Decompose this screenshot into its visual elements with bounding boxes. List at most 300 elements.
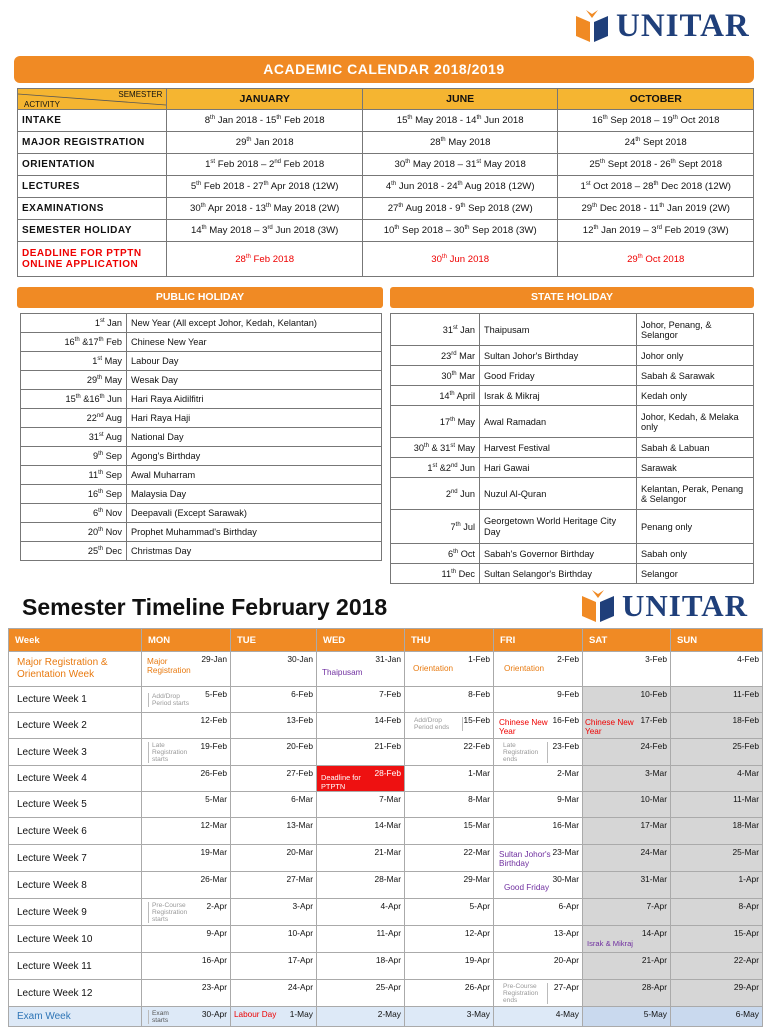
- day-cell: [405, 766, 494, 792]
- day-cell: [583, 926, 671, 953]
- day-date: 28-Mar: [374, 874, 401, 884]
- day-cell: [494, 739, 583, 766]
- holiday-row: [391, 366, 754, 386]
- day-date: 18-Apr: [375, 955, 401, 965]
- week-label: Exam Week: [9, 1007, 142, 1027]
- event-good-friday: Good Friday: [504, 883, 550, 892]
- day-date: 9-Feb: [557, 689, 579, 699]
- cell: 24th Sept 2018: [558, 132, 754, 154]
- week-label: Lecture Week 11: [9, 953, 142, 980]
- corner-activity: ACTIVITY: [24, 100, 61, 109]
- event-chinese-new-year: Chinese New Year: [499, 718, 548, 736]
- day-cell: [231, 818, 317, 845]
- row-intake: [18, 110, 754, 132]
- event-sultan-johor: Sultan Johor's Birthday: [499, 850, 551, 868]
- public-holiday-title: [17, 287, 383, 308]
- holiday-state: Johor only: [637, 346, 754, 366]
- day-cell: [671, 792, 763, 818]
- day-cell: [231, 687, 317, 713]
- holiday-date: 11th Sep: [21, 466, 127, 485]
- day-date: 20-Mar: [286, 847, 313, 857]
- day-cell: [405, 818, 494, 845]
- holiday-date: 1st Jan: [21, 314, 127, 333]
- holiday-name: Good Friday: [480, 366, 637, 386]
- day-cell: [583, 845, 671, 872]
- holiday-state: Selangor: [637, 564, 754, 584]
- timeline-header-row: [9, 629, 763, 652]
- week-row: [9, 899, 763, 926]
- day-cell: [317, 953, 405, 980]
- day-cell: [671, 818, 763, 845]
- day-cell: [142, 652, 231, 687]
- holiday-row: [21, 504, 382, 523]
- corner-semester: SEMESTER: [118, 90, 163, 99]
- day-cell: [231, 872, 317, 899]
- day-cell: [405, 652, 494, 687]
- day-date: 26-Feb: [200, 768, 227, 778]
- holiday-state: Sabah & Labuan: [637, 438, 754, 458]
- day-date: 24-Feb: [640, 741, 667, 751]
- holiday-row: [21, 409, 382, 428]
- day-cell: [405, 926, 494, 953]
- day-date: 8-Mar: [468, 794, 490, 804]
- day-cell: [583, 980, 671, 1007]
- holiday-name: Thaipusam: [480, 314, 637, 346]
- cell: 30th Apr 2018 - 13th May 2018 (2W): [167, 198, 363, 220]
- day-date: 2-Mar: [557, 768, 579, 778]
- day-date: 2-May: [377, 1009, 401, 1019]
- event-labour-day: Labour Day: [234, 1010, 277, 1019]
- row-examinations: [18, 198, 754, 220]
- holiday-date: 9th Sep: [21, 447, 127, 466]
- day-date: 8-Apr: [738, 901, 759, 911]
- day-cell: [317, 687, 405, 713]
- holiday-name: Christmas Day: [127, 542, 382, 561]
- row-label: DEADLINE FOR PTPTN ONLINE APPLICATION: [18, 242, 167, 277]
- day-date: 9-Apr: [206, 928, 227, 938]
- day-date: 30-Apr: [201, 1009, 227, 1019]
- day-cell: [231, 845, 317, 872]
- week-row: [9, 953, 763, 980]
- unitar-logo-text: UNITAR: [622, 588, 748, 623]
- event-add-drop-ends: Add/Drop Period ends: [411, 717, 463, 731]
- public-holiday-table: [20, 313, 382, 561]
- day-cell: [405, 792, 494, 818]
- day-cell: [142, 766, 231, 792]
- day-cell: [405, 845, 494, 872]
- week-row: [9, 792, 763, 818]
- day-date: 22-Feb: [463, 741, 490, 751]
- day-date: 17-Mar: [640, 820, 667, 830]
- holiday-date: 6th Oct: [391, 544, 480, 564]
- day-cell: [583, 872, 671, 899]
- holiday-name: Awal Ramadan: [480, 406, 637, 438]
- event-add-drop-starts: Add/Drop Period starts: [148, 693, 197, 707]
- holiday-row: [21, 352, 382, 371]
- day-date: 13-Apr: [553, 928, 579, 938]
- event-precourse-ends: Pre-Course Registration ends: [500, 983, 548, 1004]
- holiday-date: 31st Jan: [391, 314, 480, 346]
- week-row: [9, 766, 763, 792]
- cell: 12th Jan 2019 – 3rd Feb 2019 (3W): [558, 220, 754, 242]
- day-date: 26-Apr: [464, 982, 490, 992]
- calendar-title: [14, 56, 754, 83]
- week-row: [9, 652, 763, 687]
- header-mon: MON: [142, 629, 231, 652]
- holiday-date: 23rd Mar: [391, 346, 480, 366]
- state-holiday-title: [390, 287, 754, 308]
- day-date: 17-Apr: [287, 955, 313, 965]
- day-cell: [494, 652, 583, 687]
- day-date: 11-Feb: [733, 689, 759, 699]
- event-thaipusam: Thaipusam: [322, 668, 363, 677]
- holiday-name: Prophet Muhammad's Birthday: [127, 523, 382, 542]
- day-cell: [405, 899, 494, 926]
- week-row: [9, 872, 763, 899]
- holiday-row: [391, 478, 754, 510]
- day-cell: [231, 739, 317, 766]
- holiday-date: 1st &2nd Jun: [391, 458, 480, 478]
- day-date: 29-Apr: [733, 982, 759, 992]
- event-late-registration-starts: Late Registration starts: [148, 742, 196, 763]
- holiday-row: [21, 523, 382, 542]
- day-cell: [231, 766, 317, 792]
- unitar-logo-text: UNITAR: [616, 7, 750, 44]
- cell: 15th May 2018 - 14th Jun 2018: [362, 110, 558, 132]
- day-cell: [494, 687, 583, 713]
- event-orientation: Orientation: [413, 664, 454, 673]
- day-date: 14-Feb: [374, 715, 401, 725]
- day-date: 10-Feb: [640, 689, 667, 699]
- day-cell: [142, 687, 231, 713]
- day-cell: [671, 713, 763, 739]
- day-date: 8-Feb: [468, 689, 490, 699]
- event-precourse-starts: Pre-Course Registration starts: [148, 902, 202, 923]
- header-week: Week: [9, 629, 142, 652]
- holiday-name: Agong's Birthday: [127, 447, 382, 466]
- cell: 29th Dec 2018 - 11th Jan 2019 (2W): [558, 198, 754, 220]
- day-cell: [671, 687, 763, 713]
- calendar-corner: [18, 89, 167, 110]
- row-label: ORIENTATION: [18, 154, 167, 176]
- holiday-row: [391, 564, 754, 584]
- day-date: 7-Apr: [646, 901, 667, 911]
- holiday-date: 2nd Jun: [391, 478, 480, 510]
- day-cell: [671, 766, 763, 792]
- day-date: 28-Feb: [374, 768, 401, 778]
- day-date: 23-Apr: [201, 982, 227, 992]
- day-date: 6-Apr: [558, 901, 579, 911]
- holiday-state: Sabah & Sarawak: [637, 366, 754, 386]
- day-cell: [494, 818, 583, 845]
- week-row: [9, 739, 763, 766]
- row-label: EXAMINATIONS: [18, 198, 167, 220]
- day-cell: [231, 953, 317, 980]
- cell: 28th May 2018: [362, 132, 558, 154]
- day-cell: [583, 792, 671, 818]
- holiday-name: Georgetown World Heritage City Day: [480, 510, 637, 544]
- day-date: 16-Feb: [552, 715, 579, 725]
- state-holiday-title-text: STATE HOLIDAY: [530, 291, 614, 303]
- day-date: 10-Apr: [287, 928, 313, 938]
- holiday-row: [21, 390, 382, 409]
- day-cell: [142, 713, 231, 739]
- holiday-date: 7th Jul: [391, 510, 480, 544]
- unitar-logo-2: [578, 586, 748, 626]
- day-date: 26-Mar: [200, 874, 227, 884]
- day-cell: [671, 980, 763, 1007]
- header-sat: SAT: [583, 629, 671, 652]
- row-deadline-ptptn: [18, 242, 754, 277]
- holiday-row: [21, 447, 382, 466]
- week-label: Lecture Week 2: [9, 713, 142, 739]
- header-wed: WED: [317, 629, 405, 652]
- day-date: 18-Mar: [732, 820, 759, 830]
- week-row: [9, 926, 763, 953]
- day-cell: [405, 872, 494, 899]
- day-date: 20-Apr: [553, 955, 579, 965]
- day-cell: [494, 926, 583, 953]
- day-cell: [494, 845, 583, 872]
- day-date: 25-Mar: [732, 847, 759, 857]
- cell: 27th Aug 2018 - 9th Sep 2018 (2W): [362, 198, 558, 220]
- week-row: [9, 713, 763, 739]
- holiday-date: 22nd Aug: [21, 409, 127, 428]
- day-cell: [583, 899, 671, 926]
- unitar-logo-icon: [578, 586, 618, 626]
- day-cell: [317, 980, 405, 1007]
- day-date: 3-Mar: [645, 768, 667, 778]
- holiday-name: Deepavali (Except Sarawak): [127, 504, 382, 523]
- holiday-row: [21, 428, 382, 447]
- holiday-date: 29th May: [21, 371, 127, 390]
- day-date: 14-Apr: [641, 928, 667, 938]
- holiday-state: Johor, Kedah, & Melaka only: [637, 406, 754, 438]
- day-cell: [671, 899, 763, 926]
- holiday-date: 17th May: [391, 406, 480, 438]
- event-israk-mikraj: Israk & Mikraj: [587, 939, 633, 948]
- day-cell: [494, 766, 583, 792]
- event-chinese-new-year: Chinese New Year: [585, 718, 634, 736]
- day-cell: [583, 766, 671, 792]
- week-label: Lecture Week 4: [9, 766, 142, 792]
- day-date: 1-Apr: [738, 874, 759, 884]
- week-row: [9, 980, 763, 1007]
- row-orientation: [18, 154, 754, 176]
- academic-calendar-table: [17, 88, 754, 277]
- unitar-logo-icon: [572, 6, 612, 46]
- day-date: 27-Feb: [286, 768, 313, 778]
- day-cell: [405, 980, 494, 1007]
- day-date: 31-Mar: [640, 874, 667, 884]
- day-cell: [494, 713, 583, 739]
- day-date: 19-Feb: [200, 741, 227, 751]
- holiday-date: 25th Dec: [21, 542, 127, 561]
- day-date: 30-Jan: [287, 654, 313, 664]
- day-cell: [494, 792, 583, 818]
- unitar-logo: [572, 6, 750, 46]
- header-fri: FRI: [494, 629, 583, 652]
- holiday-name: Hari Raya Haji: [127, 409, 382, 428]
- day-date: 5-Feb: [205, 689, 227, 699]
- cell: 4th Jun 2018 - 24th Aug 2018 (12W): [362, 176, 558, 198]
- holiday-date: 14th April: [391, 386, 480, 406]
- day-cell: [317, 713, 405, 739]
- day-cell: [142, 953, 231, 980]
- holiday-row: [391, 386, 754, 406]
- day-date: 23-Feb: [552, 741, 579, 751]
- holiday-date: 30th Mar: [391, 366, 480, 386]
- holiday-row: [391, 438, 754, 458]
- holiday-state: Sabah only: [637, 544, 754, 564]
- day-cell: [583, 687, 671, 713]
- day-date: 12-Feb: [200, 715, 227, 725]
- week-label: Lecture Week 1: [9, 687, 142, 713]
- day-cell: [494, 980, 583, 1007]
- day-date: 12-Apr: [464, 928, 490, 938]
- day-date: 20-Feb: [286, 741, 313, 751]
- cell: 14th May 2018 – 3rd Jun 2018 (3W): [167, 220, 363, 242]
- day-date: 6-Feb: [291, 689, 313, 699]
- holiday-row: [21, 485, 382, 504]
- row-label: INTAKE: [18, 110, 167, 132]
- event-deadline-ptptn: Deadline for PTPTN Application: [321, 773, 361, 800]
- week-row: [9, 818, 763, 845]
- day-date: 27-Apr: [553, 982, 579, 992]
- day-cell: [317, 818, 405, 845]
- holiday-date: 16th Sep: [21, 485, 127, 504]
- holiday-name: Sabah's Governor Birthday: [480, 544, 637, 564]
- week-label: Lecture Week 3: [9, 739, 142, 766]
- event-major-registration: Major Registration: [147, 657, 191, 675]
- header-sun: SUN: [671, 629, 763, 652]
- day-date: 11-Mar: [733, 794, 759, 804]
- day-date: 19-Apr: [464, 955, 490, 965]
- day-cell: [231, 899, 317, 926]
- cell: 5th Feb 2018 - 27th Apr 2018 (12W): [167, 176, 363, 198]
- day-cell: [405, 739, 494, 766]
- holiday-name: Wesak Day: [127, 371, 382, 390]
- day-cell: [317, 845, 405, 872]
- day-cell: [405, 953, 494, 980]
- week-label: Major Registration & Orientation Week: [9, 652, 142, 687]
- week-label: Lecture Week 7: [9, 845, 142, 872]
- week-row: [9, 687, 763, 713]
- week-label: Lecture Week 9: [9, 899, 142, 926]
- week-label: Lecture Week 6: [9, 818, 142, 845]
- cell: 25th Sept 2018 - 26th Sept 2018: [558, 154, 754, 176]
- day-date: 4-Mar: [737, 768, 759, 778]
- day-date: 25-Feb: [732, 741, 759, 751]
- holiday-row: [21, 314, 382, 333]
- holiday-name: Nuzul Al-Quran: [480, 478, 637, 510]
- day-cell: [142, 792, 231, 818]
- day-cell: [317, 899, 405, 926]
- day-cell: [142, 872, 231, 899]
- holiday-date: 15th &16th Jun: [21, 390, 127, 409]
- holiday-row: [391, 406, 754, 438]
- day-date: 16-Mar: [552, 820, 579, 830]
- day-cell: [317, 872, 405, 899]
- holiday-state: Sarawak: [637, 458, 754, 478]
- day-date: 10-Mar: [640, 794, 667, 804]
- holiday-name: New Year (All except Johor, Kedah, Kelantan): [127, 314, 382, 333]
- day-cell: [142, 926, 231, 953]
- row-label: LECTURES: [18, 176, 167, 198]
- holiday-date: 30th & 31st May: [391, 438, 480, 458]
- day-date: 2-Apr: [206, 901, 227, 911]
- cell: 16th Sep 2018 – 19th Oct 2018: [558, 110, 754, 132]
- holiday-date: 20th Nov: [21, 523, 127, 542]
- row-lectures: [18, 176, 754, 198]
- day-cell: [231, 926, 317, 953]
- cell: 30th May 2018 – 31st May 2018: [362, 154, 558, 176]
- holiday-date: 1st May: [21, 352, 127, 371]
- holiday-state: Johor, Penang, & Selangor: [637, 314, 754, 346]
- day-cell: [142, 899, 231, 926]
- day-cell: [583, 818, 671, 845]
- holiday-date: 16th &17th Feb: [21, 333, 127, 352]
- day-date: 1-May: [289, 1009, 313, 1019]
- cell: 30th Jun 2018: [362, 242, 558, 277]
- day-date: 21-Mar: [374, 847, 401, 857]
- day-cell: [583, 652, 671, 687]
- day-date: 31-Jan: [375, 654, 401, 664]
- cell: 8th Jan 2018 - 15th Feb 2018: [167, 110, 363, 132]
- day-date: 3-Feb: [645, 654, 667, 664]
- day-cell: [583, 739, 671, 766]
- event-exam-starts: Exam starts: [148, 1010, 182, 1024]
- day-date: 5-Apr: [469, 901, 490, 911]
- day-cell: [671, 652, 763, 687]
- holiday-row: [391, 458, 754, 478]
- day-cell: [671, 872, 763, 899]
- day-date: 30-Mar: [552, 874, 579, 884]
- col-october: OCTOBER: [558, 89, 754, 110]
- holiday-name: Hari Raya Aidilfitri: [127, 390, 382, 409]
- week-label: Lecture Week 12: [9, 980, 142, 1007]
- day-cell: [405, 687, 494, 713]
- day-cell: [317, 792, 405, 818]
- holiday-row: [391, 510, 754, 544]
- day-cell: [231, 652, 317, 687]
- day-cell: [231, 792, 317, 818]
- day-date: 18-Feb: [732, 715, 759, 725]
- day-date: 13-Mar: [286, 820, 313, 830]
- day-date: 24-Apr: [287, 982, 313, 992]
- day-cell: [142, 739, 231, 766]
- holiday-row: [21, 542, 382, 561]
- day-date: 22-Mar: [463, 847, 490, 857]
- semester-timeline-table: [8, 628, 763, 1027]
- day-date: 4-May: [555, 1009, 579, 1019]
- day-cell: [494, 872, 583, 899]
- cell: 29th Jan 2018: [167, 132, 363, 154]
- day-date: 27-Mar: [286, 874, 313, 884]
- day-cell: [671, 953, 763, 980]
- header-tue: TUE: [231, 629, 317, 652]
- day-cell: [671, 739, 763, 766]
- day-cell: [317, 926, 405, 953]
- day-date: 15-Mar: [463, 820, 490, 830]
- public-holiday-title-text: PUBLIC HOLIDAY: [155, 291, 245, 303]
- holiday-name: Sultan Selangor's Birthday: [480, 564, 637, 584]
- day-cell: [317, 739, 405, 766]
- cell: 1st Oct 2018 – 28th Dec 2018 (12W): [558, 176, 754, 198]
- day-date: 1-Feb: [468, 654, 490, 664]
- cell: 29th Oct 2018: [558, 242, 754, 277]
- day-cell: [142, 845, 231, 872]
